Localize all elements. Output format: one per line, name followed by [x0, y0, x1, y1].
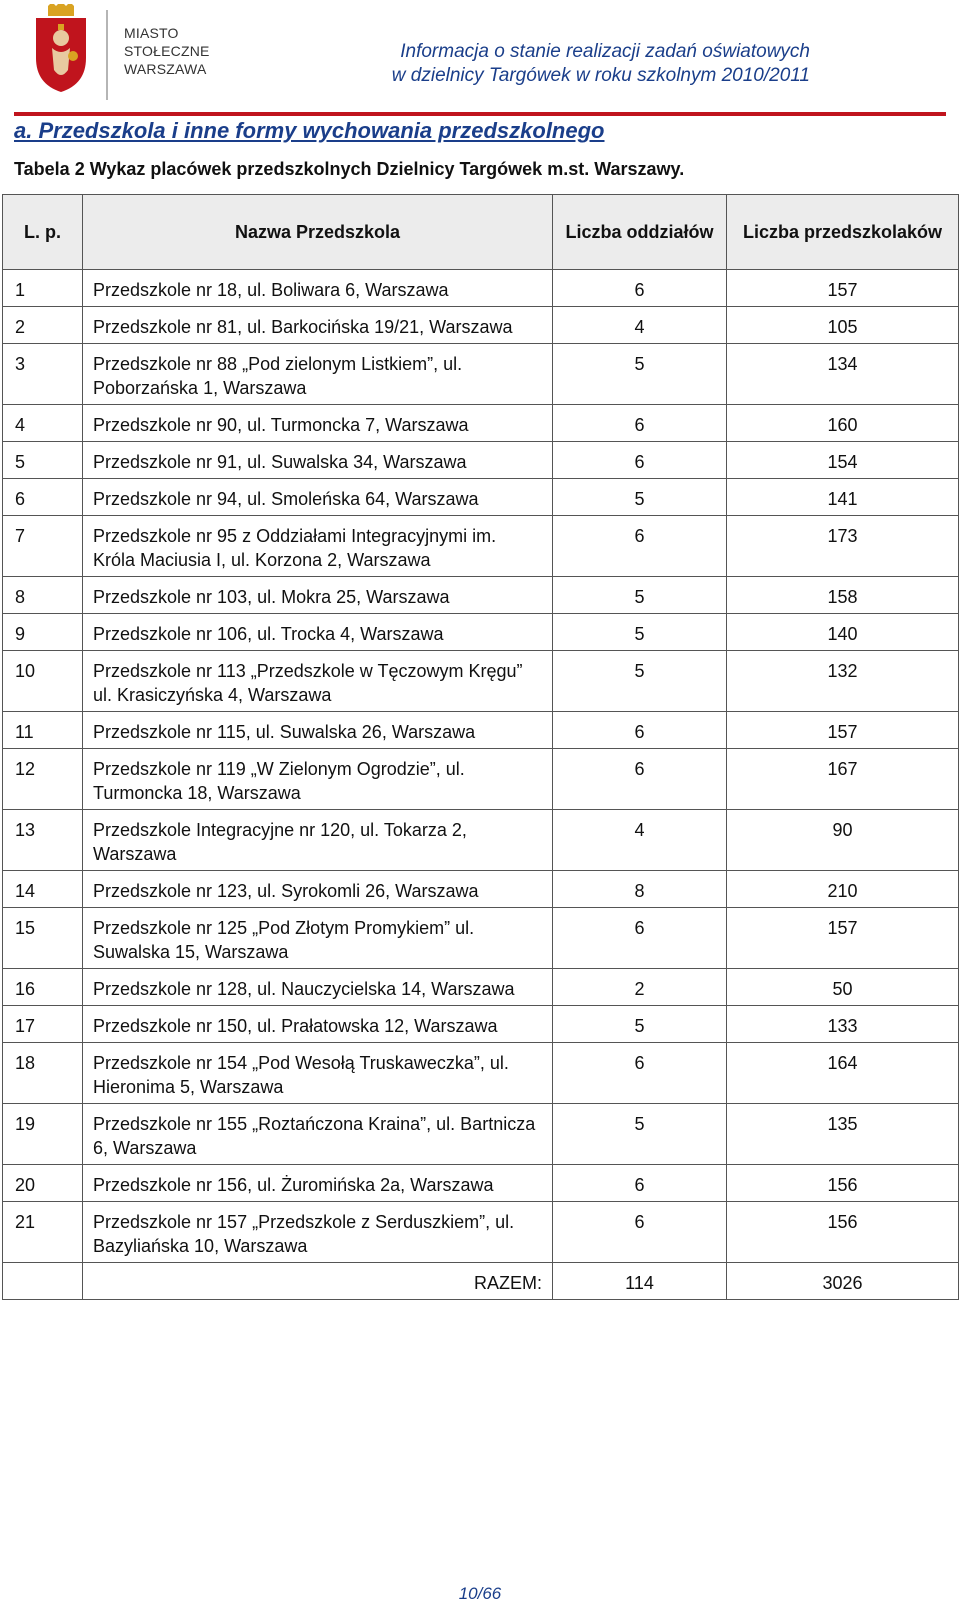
table-row [3, 270, 959, 307]
table-row [3, 516, 959, 577]
row-name: Przedszkole nr 150, ul. Prałatowska 12, Warszawa [83, 1006, 553, 1043]
row-name: Przedszkole nr 123, ul. Syrokomli 26, Warszawa [83, 871, 553, 908]
row-children: 156 [727, 1202, 959, 1263]
table-header-row [3, 195, 959, 270]
row-name: Przedszkole nr 103, ul. Mokra 25, Warszawa [83, 577, 553, 614]
header-divider [106, 10, 108, 100]
table-row [3, 651, 959, 712]
document-title-line-1: Informacja o stanie realizacji zadań oświatowych [400, 41, 810, 62]
table-row [3, 577, 959, 614]
row-name: Przedszkole Integracyjne nr 120, ul. Tokarza 2, Warszawa [83, 810, 553, 871]
row-children: 157 [727, 908, 959, 969]
row-children: 135 [727, 1104, 959, 1165]
header-lp: L. p. [3, 195, 83, 270]
table-row [3, 405, 959, 442]
row-children: 50 [727, 969, 959, 1006]
table-row [3, 749, 959, 810]
row-units: 8 [553, 871, 727, 908]
row-lp: 17 [3, 1006, 83, 1043]
row-units: 5 [553, 479, 727, 516]
document-title-line-2: w dzielnicy Targówek w roku szkolnym 2010/2011 [391, 65, 810, 86]
row-units: 6 [553, 1202, 727, 1263]
row-units: 6 [553, 1043, 727, 1104]
row-units: 6 [553, 908, 727, 969]
row-children: 158 [727, 577, 959, 614]
table-row [3, 614, 959, 651]
page-number: 10/66 [458, 1584, 502, 1603]
row-name: Przedszkole nr 106, ul. Trocka 4, Warszawa [83, 614, 553, 651]
city-line-1: MIASTO [124, 25, 179, 41]
city-line-2: STOŁECZNE [124, 43, 210, 59]
row-units: 6 [553, 1165, 727, 1202]
table-row [3, 908, 959, 969]
document-title [392, 40, 810, 88]
row-name: Przedszkole nr 154 „Pod Wesołą Truskaweczka”, ul. Hieronima 5, Warszawa [83, 1043, 553, 1104]
row-lp: 15 [3, 908, 83, 969]
table-row [3, 344, 959, 405]
table-row [3, 1006, 959, 1043]
row-lp: 13 [3, 810, 83, 871]
row-children: 132 [727, 651, 959, 712]
row-name: Przedszkole nr 88 „Pod zielonym Listkiem”, ul. Poborzańska 1, Warszawa [83, 344, 553, 405]
table-row [3, 810, 959, 871]
table-row [3, 307, 959, 344]
row-children: 157 [727, 270, 959, 307]
city-line-3: WARSZAWA [124, 61, 207, 77]
table-row [3, 442, 959, 479]
row-lp: 12 [3, 749, 83, 810]
row-lp: 8 [3, 577, 83, 614]
row-lp: 11 [3, 712, 83, 749]
row-lp: 18 [3, 1043, 83, 1104]
row-children: 154 [727, 442, 959, 479]
row-name: Przedszkole nr 18, ul. Boliwara 6, Warszawa [83, 270, 553, 307]
table-row [3, 871, 959, 908]
row-units: 5 [553, 1006, 727, 1043]
row-lp: 2 [3, 307, 83, 344]
row-lp: 7 [3, 516, 83, 577]
row-children: 90 [727, 810, 959, 871]
row-lp: 10 [3, 651, 83, 712]
row-children: 210 [727, 871, 959, 908]
row-units: 5 [553, 651, 727, 712]
table-row [3, 1165, 959, 1202]
row-units: 6 [553, 270, 727, 307]
table-row [3, 969, 959, 1006]
table-row [3, 712, 959, 749]
row-lp: 20 [3, 1165, 83, 1202]
total-lp [3, 1263, 83, 1300]
row-name: Przedszkole nr 157 „Przedszkole z Serduszkiem”, ul. Bazyliańska 10, Warszawa [83, 1202, 553, 1263]
row-lp: 14 [3, 871, 83, 908]
row-lp: 16 [3, 969, 83, 1006]
row-units: 6 [553, 712, 727, 749]
row-name: Przedszkole nr 155 „Roztańczona Kraina”, ul. Bartnicza 6, Warszawa [83, 1104, 553, 1165]
section-heading: a. Przedszkola i inne formy wychowania przedszkolnego [14, 118, 605, 143]
row-name: Przedszkole nr 81, ul. Barkocińska 19/21, Warszawa [83, 307, 553, 344]
row-children: 160 [727, 405, 959, 442]
row-children: 157 [727, 712, 959, 749]
row-children: 156 [727, 1165, 959, 1202]
row-units: 6 [553, 405, 727, 442]
row-children: 134 [727, 344, 959, 405]
row-units: 2 [553, 969, 727, 1006]
table-row [3, 1202, 959, 1263]
row-units: 4 [553, 810, 727, 871]
table-row [3, 479, 959, 516]
header-children: Liczba przedszkolaków [727, 195, 959, 270]
row-lp: 21 [3, 1202, 83, 1263]
row-lp: 5 [3, 442, 83, 479]
row-children: 141 [727, 479, 959, 516]
row-lp: 4 [3, 405, 83, 442]
table-caption: Tabela 2 Wykaz placówek przedszkolnych Dzielnicy Targówek m.st. Warszawy. [14, 159, 685, 179]
row-units: 6 [553, 442, 727, 479]
row-name: Przedszkole nr 125 „Pod Złotym Promykiem” ul. Suwalska 15, Warszawa [83, 908, 553, 969]
row-lp: 9 [3, 614, 83, 651]
row-name: Przedszkole nr 128, ul. Nauczycielska 14, Warszawa [83, 969, 553, 1006]
row-units: 4 [553, 307, 727, 344]
row-lp: 6 [3, 479, 83, 516]
row-name: Przedszkole nr 94, ul. Smoleńska 64, Warszawa [83, 479, 553, 516]
row-children: 167 [727, 749, 959, 810]
row-children: 140 [727, 614, 959, 651]
table-row [3, 1104, 959, 1165]
city-name [124, 24, 210, 78]
total-children: 3026 [727, 1263, 959, 1300]
row-name: Przedszkole nr 115, ul. Suwalska 26, Warszawa [83, 712, 553, 749]
row-units: 5 [553, 614, 727, 651]
row-name: Przedszkole nr 95 z Oddziałami Integracyjnymi im. Króla Maciusia I, ul. Korzona 2, Warszawa [83, 516, 553, 577]
row-name: Przedszkole nr 90, ul. Turmoncka 7, Warszawa [83, 405, 553, 442]
row-children: 105 [727, 307, 959, 344]
row-units: 6 [553, 749, 727, 810]
total-row [3, 1263, 959, 1300]
row-children: 164 [727, 1043, 959, 1104]
row-lp: 1 [3, 270, 83, 307]
row-lp: 19 [3, 1104, 83, 1165]
warsaw-coat-of-arms-icon [30, 4, 92, 94]
table-body [3, 270, 959, 1300]
row-children: 133 [727, 1006, 959, 1043]
page-header [0, 0, 960, 118]
kindergarten-table [2, 194, 959, 1300]
row-units: 5 [553, 344, 727, 405]
header-rule [14, 112, 946, 116]
row-name: Przedszkole nr 156, ul. Żuromińska 2a, Warszawa [83, 1165, 553, 1202]
row-units: 5 [553, 577, 727, 614]
total-units: 114 [553, 1263, 727, 1300]
row-name: Przedszkole nr 119 „W Zielonym Ogrodzie”, ul. Turmoncka 18, Warszawa [83, 749, 553, 810]
row-units: 6 [553, 516, 727, 577]
row-children: 173 [727, 516, 959, 577]
row-units: 5 [553, 1104, 727, 1165]
header-name: Nazwa Przedszkola [83, 195, 553, 270]
row-lp: 3 [3, 344, 83, 405]
table-row [3, 1043, 959, 1104]
total-label: RAZEM: [83, 1263, 553, 1300]
header-units: Liczba oddziałów [553, 195, 727, 270]
row-name: Przedszkole nr 113 „Przedszkole w Tęczowym Kręgu” ul. Krasiczyńska 4, Warszawa [83, 651, 553, 712]
row-name: Przedszkole nr 91, ul. Suwalska 34, Warszawa [83, 442, 553, 479]
